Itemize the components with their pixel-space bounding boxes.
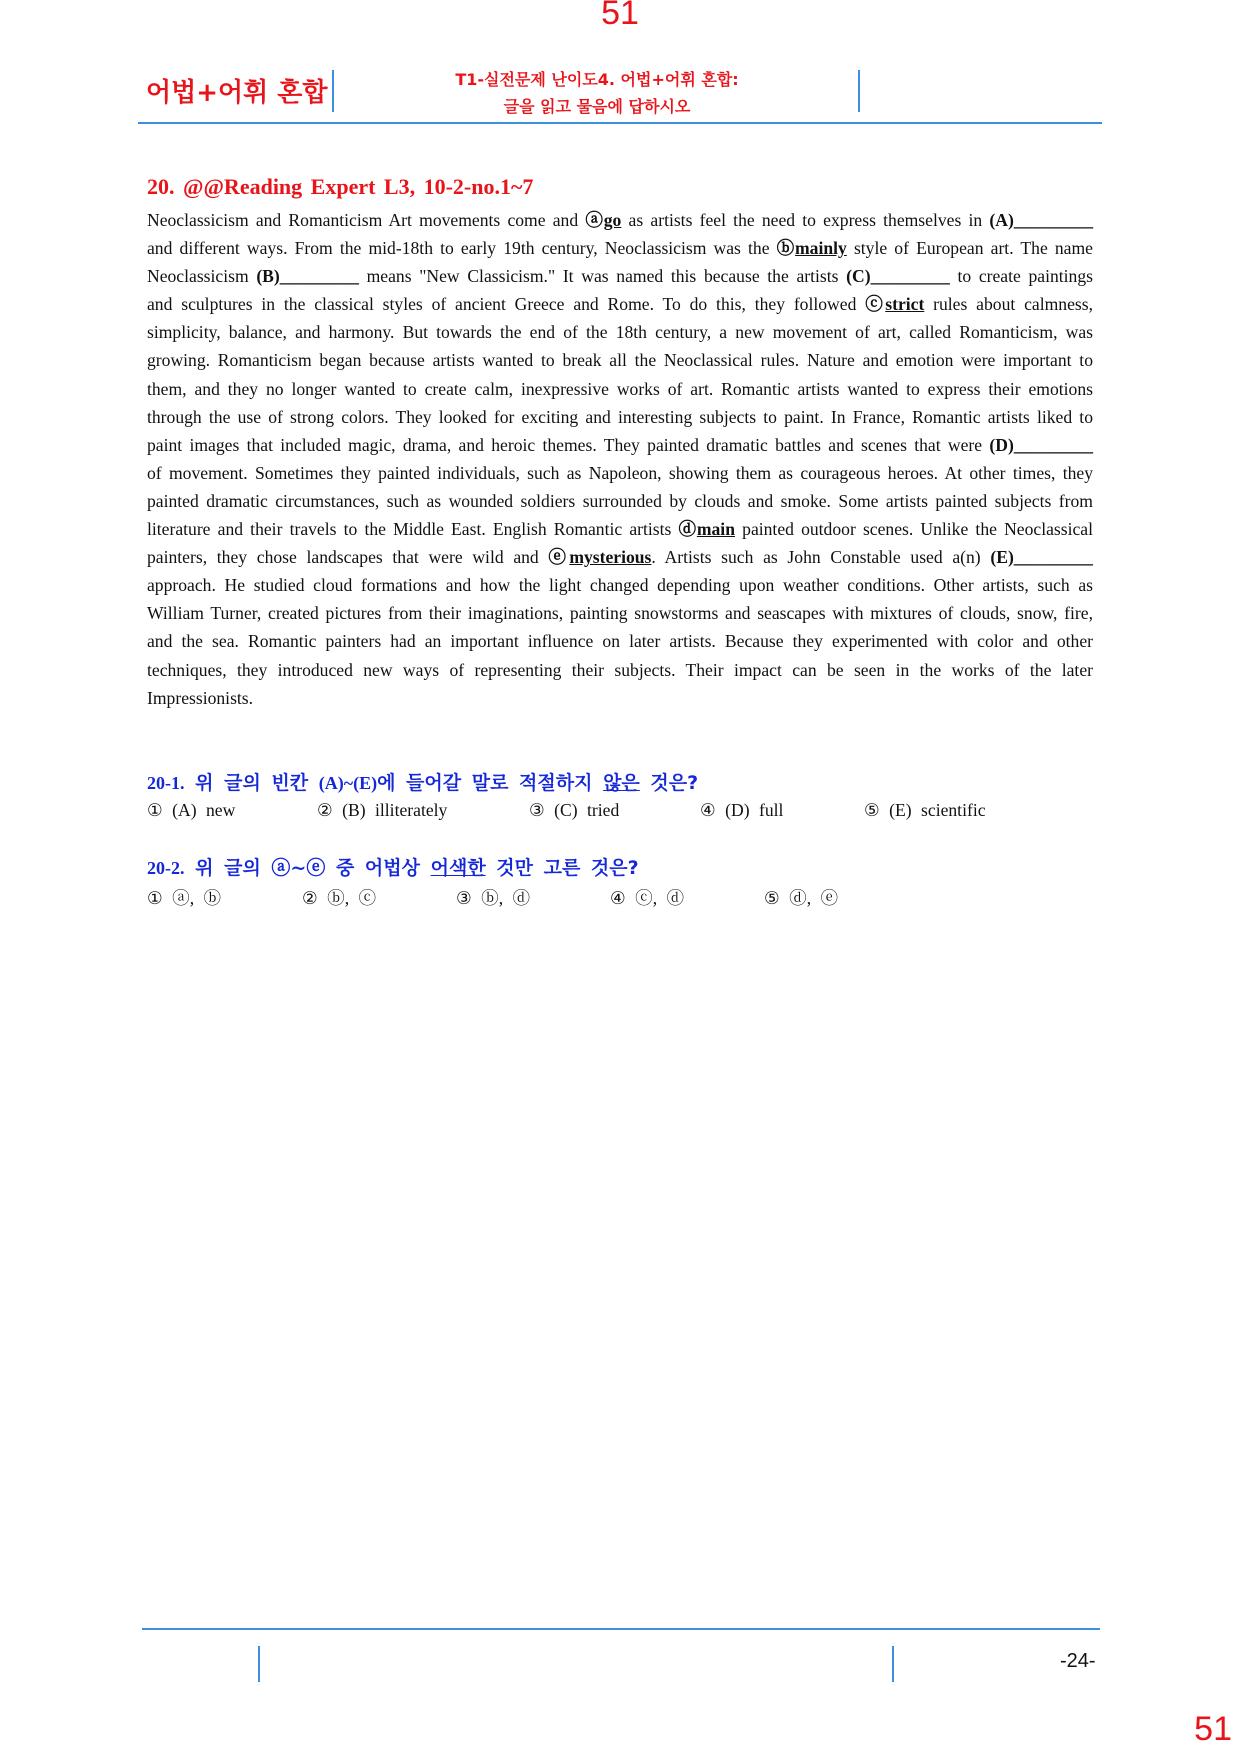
prompt-range: (A)~(E) bbox=[318, 773, 378, 793]
choice-5[interactable]: ⑤ (E) scientific bbox=[864, 800, 986, 820]
marker-e: ⓔ bbox=[548, 547, 570, 568]
header-divider-left bbox=[332, 70, 334, 112]
marker-a: ⓐ bbox=[585, 210, 604, 230]
blank-a: (A)_________ bbox=[989, 210, 1093, 230]
passage-text: painted outdoor scenes. Unlike the Neoclassical painters, they chose landscapes that were wild and bbox=[147, 519, 1093, 568]
passage-text: of movement. Sometimes they painted individuals, such as Napoleon, showing them as courageous heroes. At other times, they painted dramatic circumstances, such as wounded soldiers surrounded by clouds and smoke. Some artists painted subjects from literature and their travels to the Middle East. English Romantic artists bbox=[147, 462, 1093, 540]
footer-rule bbox=[142, 1628, 1100, 1630]
section-title: 어법+어휘 혼합 bbox=[146, 78, 328, 108]
choice-1[interactable]: ① (A) new bbox=[147, 800, 236, 820]
choice-3[interactable]: ③ (C) tried bbox=[529, 800, 620, 820]
page-number-top: 51 bbox=[601, 0, 639, 32]
subquestion-2-prompt bbox=[147, 853, 639, 880]
prompt-emphasis: 않은 bbox=[603, 772, 640, 794]
reading-passage bbox=[147, 206, 1093, 712]
passage-text: rules about calmness, simplicity, balance, and harmony. But towards the end of the 18th century, a new movement of art, called Romanticism, was growing. Romanticism began because artists wanted to break all the Neoclassical rules. Nature and emotion were important to them, and they no longer wanted to create calm, inexpressive works of art. Romantic artists wanted to express their emotions through the use of strong colors. They looked for exciting and interesting subjects to paint. In France, Romantic artists liked to paint images that included magic, drama, and heroic themes. They painted dramatic battles and scenes that were bbox=[147, 294, 1093, 455]
passage-text: and different ways. From the mid-18th to early 19th century, Neoclassicism was the bbox=[147, 238, 777, 259]
question-title: 20. @@Reading Expert L3, 10-2-no.1~7 bbox=[147, 174, 534, 199]
footer-divider-left bbox=[258, 1646, 260, 1682]
prompt-text: 위 글의 bbox=[184, 857, 272, 879]
underlined-word-e: mysterious bbox=[569, 547, 652, 568]
prompt-emphasis: 어색한 bbox=[430, 857, 486, 879]
marker-b: ⓑ bbox=[776, 238, 795, 259]
blank-c: (C)_________ bbox=[846, 266, 950, 287]
underlined-word-d: main bbox=[696, 519, 735, 540]
underlined-word-a: go bbox=[603, 210, 622, 230]
header-rule bbox=[138, 122, 1102, 124]
header-divider-right bbox=[858, 70, 860, 112]
passage-text: means "New Classicism." It was named this because the artists bbox=[358, 266, 847, 287]
passage-text: approach. He studied cloud formations and how the light changed depending upon weather conditions. Other artists, such as William Turner, created pictures from their imaginations, painting snowstorms and seascapes with mixtures of clouds, snow, fire, and the sea. Romantic painters had an important influence on later artists. Because they experimented with color and other techniques, they introduced new ways of representing their subjects. Their impact can be seen in the works of the later Impressionists. bbox=[147, 575, 1093, 708]
subquestion-1-prompt bbox=[147, 768, 698, 795]
page-header bbox=[138, 62, 1102, 124]
page-number-bottom: 51 bbox=[1194, 1710, 1232, 1748]
choice-5[interactable]: ⑤ ⓓ, ⓔ bbox=[764, 888, 839, 908]
prompt-text: 것은? bbox=[639, 772, 699, 794]
page-footer bbox=[140, 1626, 1100, 1686]
blank-d: (D)_________ bbox=[989, 434, 1093, 455]
blank-b: (B)_________ bbox=[256, 266, 359, 287]
prompt-text: 에 들어갈 말로 적절하지 bbox=[377, 772, 604, 794]
prompt-text: 중 어법상 bbox=[325, 857, 431, 879]
choice-2[interactable]: ② ⓑ, ⓒ bbox=[302, 888, 377, 908]
passage-text: . Artists such as John Constable used a(n) bbox=[651, 547, 991, 568]
prompt-range: ⓐ~ⓔ bbox=[271, 857, 326, 879]
choice-4[interactable]: ④ (D) full bbox=[700, 800, 784, 820]
choice-2[interactable]: ② (B) illiterately bbox=[317, 800, 448, 820]
passage-text: Neoclassicism and Romanticism Art movements come and bbox=[147, 210, 586, 230]
choice-1[interactable]: ① ⓐ, ⓑ bbox=[147, 888, 222, 908]
passage-text: style of European art. The name Neoclassicism bbox=[147, 238, 1093, 287]
footer-page-number: -24- bbox=[1060, 1650, 1096, 1672]
underlined-word-c: strict bbox=[885, 294, 925, 315]
prompt-text: 것만 고른 것은? bbox=[485, 857, 639, 879]
passage-text: as artists feel the need to express themselves in bbox=[621, 210, 990, 230]
passage-text: to create paintings and sculptures in the classical styles of ancient Greece and Rome. To do this, they followed bbox=[147, 266, 1093, 315]
marker-d: ⓓ bbox=[678, 519, 697, 540]
subquestion-number: 20-2. bbox=[147, 858, 185, 878]
underlined-word-b: mainly bbox=[795, 238, 847, 259]
choice-4[interactable]: ④ ⓒ, ⓓ bbox=[610, 888, 685, 908]
prompt-text: 위 글의 빈칸 bbox=[184, 772, 319, 794]
footer-divider-right bbox=[892, 1646, 894, 1682]
header-subtitle-line2: 글을 읽고 물음에 답하시오 bbox=[503, 97, 691, 116]
header-subtitle-line1: T1-실전문제 난이도4. 어법+어휘 혼합: bbox=[455, 70, 739, 89]
blank-e: (E)_________ bbox=[990, 547, 1093, 568]
marker-c: ⓒ bbox=[865, 294, 886, 315]
header-subtitle bbox=[338, 66, 856, 120]
choice-3[interactable]: ③ ⓑ, ⓓ bbox=[456, 888, 531, 908]
subquestion-number: 20-1. bbox=[147, 773, 185, 793]
